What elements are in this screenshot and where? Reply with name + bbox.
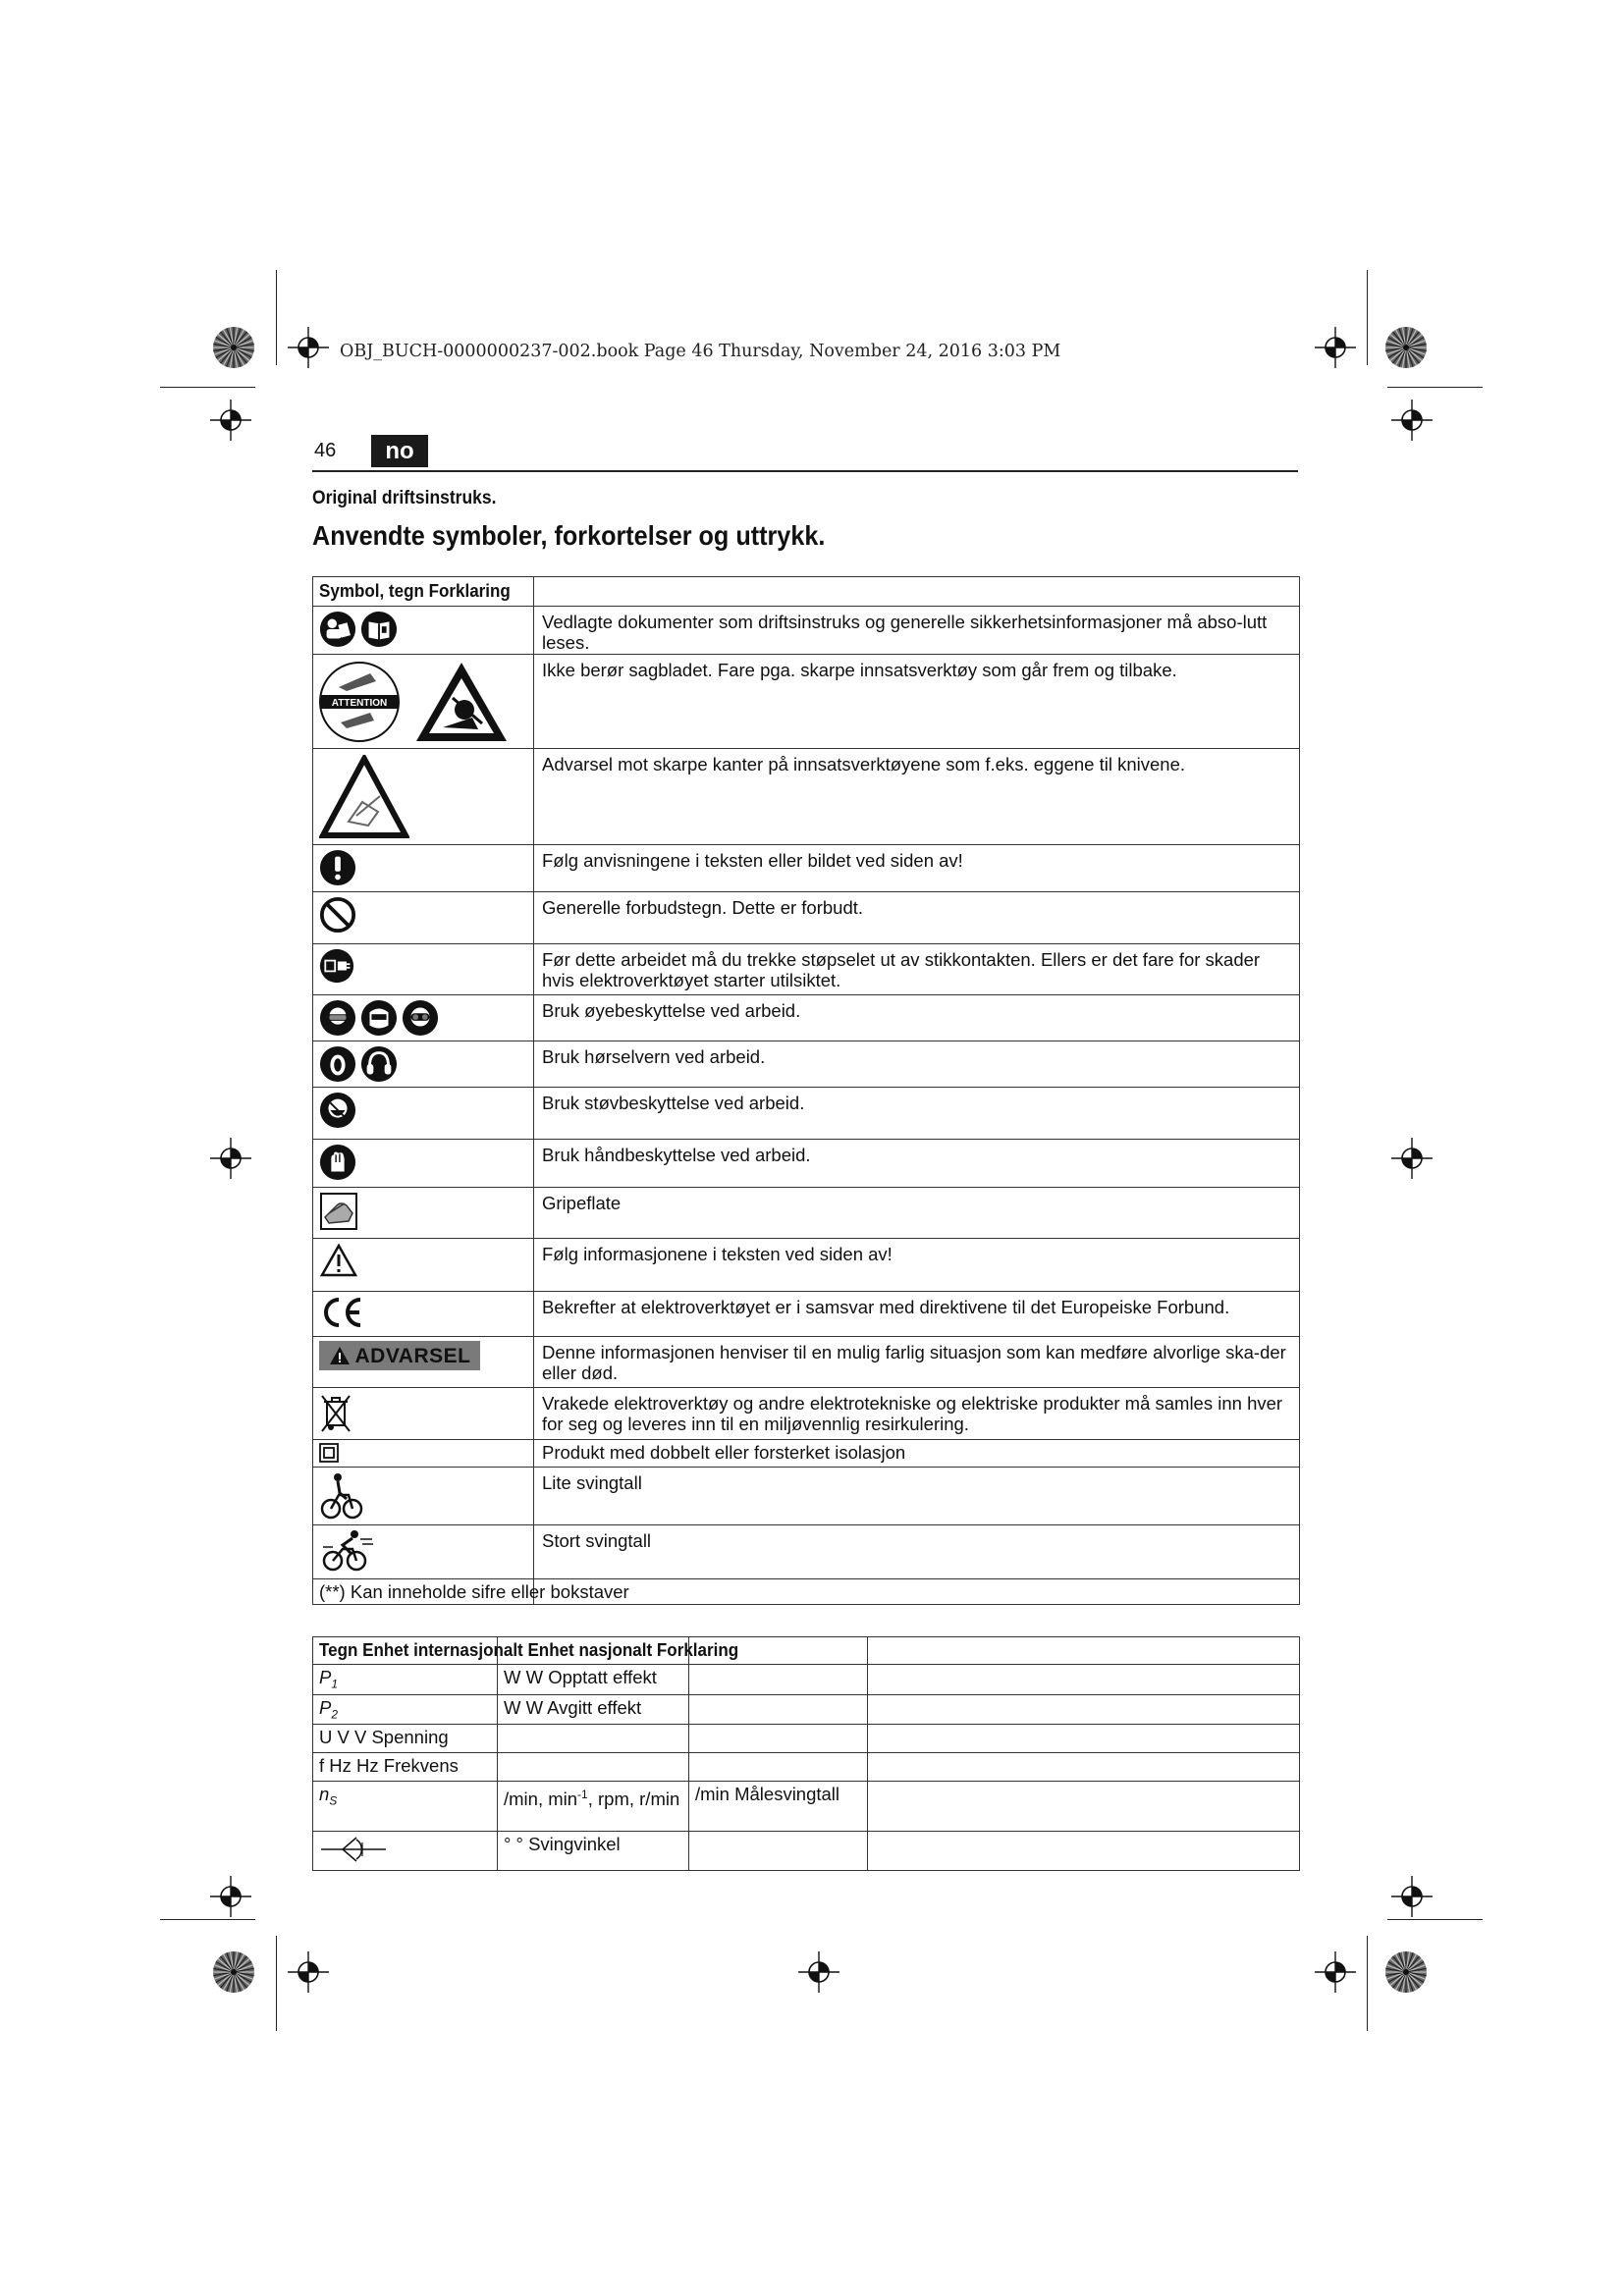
unit-cell: W W Opptatt effekt	[498, 1665, 689, 1695]
row-text: Denne informasjonen henviser til en mulig farlig situasjon som kan medføre alvorlige ska-der eller død.	[534, 1337, 1300, 1388]
unit-cell: , rpm, r/min	[587, 1789, 680, 1810]
unit-cell: /min Målesvingtall	[689, 1782, 868, 1832]
table-header-row	[313, 577, 1300, 607]
unit-cell: W W Avgitt effekt	[498, 1694, 689, 1725]
table-header: Symbol, tegn Forklaring	[319, 580, 511, 601]
crop-line	[1387, 387, 1483, 388]
row-text: Følg informasjonene i teksten ved siden av!	[534, 1239, 1300, 1292]
row-text: Bruk øyebeskyttelse ved arbeid.	[534, 995, 1300, 1041]
warning-triangle-icon	[319, 1243, 358, 1278]
table-row	[313, 944, 1300, 995]
table-footnote-row	[313, 1579, 1300, 1605]
advarsel-label-icon	[319, 1341, 480, 1370]
dust-mask-icon	[319, 1092, 356, 1129]
table-row	[313, 1088, 1300, 1140]
registration-mark	[1315, 1951, 1356, 1993]
table-row	[313, 1525, 1300, 1579]
table-row	[313, 1337, 1300, 1388]
table-row	[313, 892, 1300, 944]
table-row	[313, 1832, 1300, 1871]
page-title: Anvendte symboler, forkortelser og uttrykk.	[312, 520, 826, 551]
unit-cell: ° ° Svingvinkel	[498, 1832, 689, 1871]
table-row	[313, 1188, 1300, 1239]
registration-mark	[1391, 400, 1433, 441]
mandatory-action-icon	[319, 849, 356, 886]
table-header-row	[313, 1637, 1300, 1665]
crop-line	[1367, 270, 1368, 365]
slow-cyclist-icon	[319, 1471, 364, 1521]
eye-protection-icon	[319, 999, 529, 1037]
ear-protection-icon	[319, 1045, 529, 1083]
header-rule	[312, 470, 1298, 472]
table-row	[313, 845, 1300, 892]
row-text: Gripeflate	[534, 1188, 1300, 1239]
table-row	[313, 995, 1300, 1041]
print-info: OBJ_BUCH-0000000237-002.book Page 46 Thursday, November 24, 2016 3:03 PM	[340, 342, 1061, 361]
table-row	[313, 1041, 1300, 1088]
table-row	[313, 1140, 1300, 1188]
sharp-edges-warning-icon	[319, 755, 409, 839]
weee-bin-icon	[319, 1392, 352, 1435]
registration-mark	[1315, 327, 1356, 368]
warning-triangle-icon	[329, 1346, 351, 1365]
table-row	[313, 1440, 1300, 1468]
unplug-icon	[319, 948, 354, 984]
registration-mark	[210, 1138, 251, 1179]
table-row	[313, 655, 1300, 749]
unit-symbol-subscript: 2	[331, 1707, 339, 1722]
sunburst-mark	[1384, 326, 1428, 369]
registration-mark	[210, 400, 251, 441]
row-text: Advarsel mot skarpe kanter på innsatsverktøyene som f.eks. eggene til knivene.	[534, 749, 1300, 845]
document-subtitle: Original driftsinstruks.	[312, 488, 497, 508]
svg-text:ATTENTION: ATTENTION	[331, 698, 388, 709]
crop-line	[276, 270, 277, 365]
sunburst-mark	[212, 1950, 255, 1994]
table-row	[313, 749, 1300, 845]
advarsel-label: ADVARSEL	[354, 1344, 471, 1367]
row-text: Før dette arbeidet må du trekke støpselet ut av stikkontakten. Ellers er det fare for skader hvis elektroverktøyet starter utilsiktet.	[534, 944, 1300, 995]
unit-symbol-subscript: S	[329, 1794, 338, 1809]
table-row	[313, 1468, 1300, 1525]
grip-surface-icon	[319, 1192, 358, 1231]
symbols-table	[312, 576, 1300, 1605]
sunburst-mark	[1384, 1950, 1428, 1994]
row-text: Stort svingtall	[534, 1525, 1300, 1579]
unit-cell: f Hz Hz Frekvens	[319, 1755, 459, 1777]
table-row	[313, 1292, 1300, 1337]
language-tab: no	[371, 435, 428, 467]
row-text: Vedlagte dokumenter som driftsinstruks og generelle sikkerhetsinformasjoner må abso-lutt leses.	[534, 607, 1300, 655]
unit-symbol: n	[319, 1784, 330, 1805]
table-row	[313, 1782, 1300, 1832]
swing-angle-icon	[319, 1835, 388, 1864]
unit-symbol: P	[319, 1696, 332, 1718]
unit-symbol: P	[319, 1667, 332, 1687]
crop-line	[1387, 1919, 1483, 1920]
page-number: 46	[314, 440, 337, 461]
row-text: Generelle forbudstegn. Dette er forbudt.	[534, 892, 1300, 944]
fast-cyclist-icon	[319, 1529, 374, 1573]
ce-mark-icon	[319, 1296, 364, 1329]
registration-mark	[798, 1951, 839, 1993]
row-text: Lite svingtall	[534, 1468, 1300, 1525]
table-row	[313, 1239, 1300, 1292]
row-text: Vrakede elektroverktøy og andre elektrotekniske og elektriske produkter må samles inn hver for seg og leveres inn til en miljøvennlig resirkulering.	[534, 1388, 1300, 1440]
crop-line	[1367, 1936, 1368, 2031]
row-text: Ikke berør sagbladet. Fare pga. skarpe innsatsverktøy som går frem og tilbake.	[534, 655, 1300, 749]
row-text: Bruk hørselvern ved arbeid.	[534, 1041, 1300, 1088]
units-table	[312, 1636, 1300, 1871]
crop-line	[160, 387, 255, 388]
table-header: Tegn Enhet internasjonalt Enhet nasjonalt Forklaring	[319, 1639, 739, 1660]
unit-superscript: -1	[577, 1788, 588, 1802]
crop-line	[276, 1936, 277, 2031]
double-insulation-icon	[319, 1443, 339, 1463]
read-manual-icon	[319, 611, 529, 648]
table-row	[313, 1388, 1300, 1440]
unit-symbol-subscript: 1	[331, 1677, 339, 1691]
unit-cell: /min, min	[504, 1789, 578, 1810]
registration-mark	[288, 1951, 329, 1993]
row-text: Bruk støvbeskyttelse ved arbeid.	[534, 1088, 1300, 1140]
table-row	[313, 1694, 1300, 1725]
unit-cell: U V V Spenning	[319, 1727, 449, 1748]
row-text: Følg anvisningene i teksten eller bildet ved siden av!	[534, 845, 1300, 892]
registration-mark	[1391, 1876, 1433, 1917]
sunburst-mark	[212, 326, 255, 369]
table-row	[313, 1725, 1300, 1753]
registration-mark	[210, 1876, 251, 1917]
table-row	[313, 1665, 1300, 1695]
gloves-icon	[319, 1144, 356, 1181]
attention-saw-blade-icon	[319, 659, 529, 745]
registration-mark	[1391, 1138, 1433, 1179]
row-text: Produkt med dobbelt eller forsterket isolasjon	[534, 1440, 1300, 1468]
crop-line	[160, 1919, 255, 1920]
table-row	[313, 1753, 1300, 1782]
registration-mark	[288, 327, 329, 368]
table-row	[313, 607, 1300, 655]
row-text: Bruk håndbeskyttelse ved arbeid.	[534, 1140, 1300, 1188]
prohibition-icon	[319, 896, 356, 934]
row-text: Bekrefter at elektroverktøyet er i samsvar med direktivene til det Europeiske Forbund.	[534, 1292, 1300, 1337]
table-footnote: (**) Kan inneholde sifre eller bokstaver	[319, 1581, 629, 1602]
